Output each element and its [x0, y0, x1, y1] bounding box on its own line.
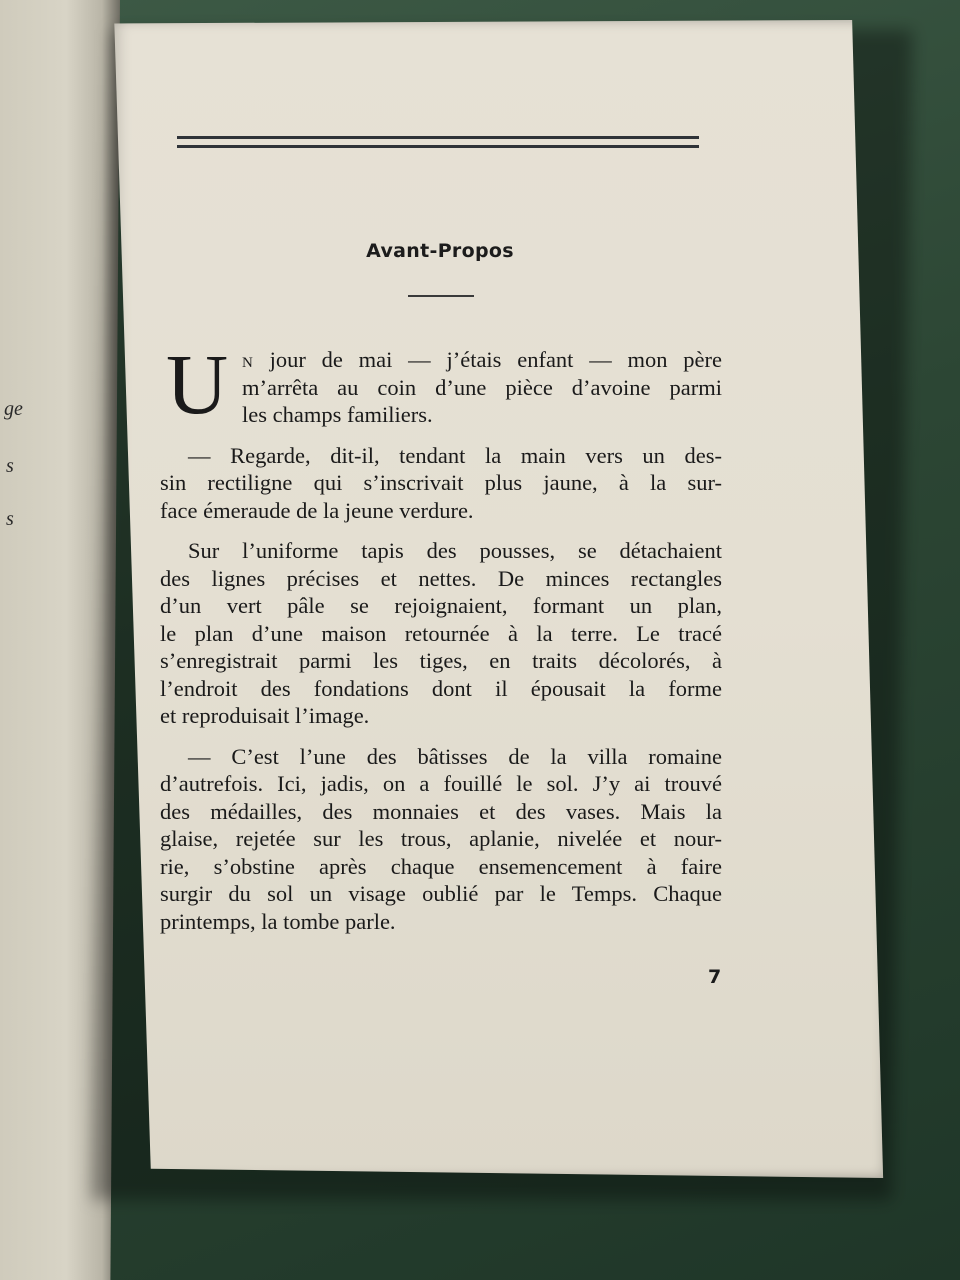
text-line: les champs familiers. — [242, 402, 433, 427]
text-line: rie, s’obstine après chaque ensemencement à faire — [160, 853, 722, 879]
text-line: l’endroit des fondations dont il épousait la forme — [160, 675, 722, 701]
text-line: — C’est l’une des bâtisses de la villa romaine — [188, 743, 722, 769]
facing-page-fragment: s — [6, 508, 14, 530]
text-line: glaise, rejetée sur les trous, aplanie, nivelée et nour- — [160, 826, 722, 851]
page-number: 7 — [708, 966, 722, 988]
text-line: surgir du sol un visage oublié par le Temps. Chaque — [160, 881, 722, 906]
text-line: Sur l’uniforme tapis des pousses, se détachaient — [188, 538, 722, 563]
text-line: des lignes précises et nettes. De minces rectangles — [160, 565, 722, 591]
text-line: d’un vert pâle se rejoignaient, formant un plan, — [160, 593, 722, 618]
text-line-content: jour de mai — j’étais enfant — mon père — [253, 347, 722, 372]
facing-page-fragment: s — [6, 455, 14, 477]
text-line: m’arrêta au coin d’une pièce d’avoine parmi — [242, 374, 722, 400]
text-line: et reproduisait l’image. — [160, 703, 370, 728]
title-underline-rule — [408, 295, 474, 297]
body-text — [160, 336, 722, 935]
text-line: — Regarde, dit-il, tendant la main vers un des- — [188, 442, 722, 468]
text-line: face émeraude de la jeune verdure. — [160, 497, 474, 523]
facing-page-fragment: ge — [4, 398, 23, 420]
header-double-rule-bottom — [177, 145, 699, 148]
text-line: des médailles, des monnaies et des vases. Mais la — [160, 798, 722, 824]
text-line: le plan d’une maison retournée à la terre. Le tracé — [160, 620, 722, 646]
small-caps-letter: N — [242, 355, 254, 371]
header-double-rule-top — [177, 136, 699, 139]
chapter-title: Avant-Propos — [366, 240, 514, 262]
text-line: s’enregistrait parmi les tiges, en traits décolorés, à — [160, 648, 722, 673]
text-line: d’autrefois. Ici, jadis, on a fouillé le sol. J’y ai trouvé — [160, 771, 722, 796]
drop-cap: U — [166, 336, 229, 432]
text-line: sin rectiligne qui s’inscrivait plus jaune, à la sur- — [160, 470, 722, 495]
text-line: printemps, la tombe parle. — [160, 908, 396, 934]
text-line — [160, 346, 722, 374]
